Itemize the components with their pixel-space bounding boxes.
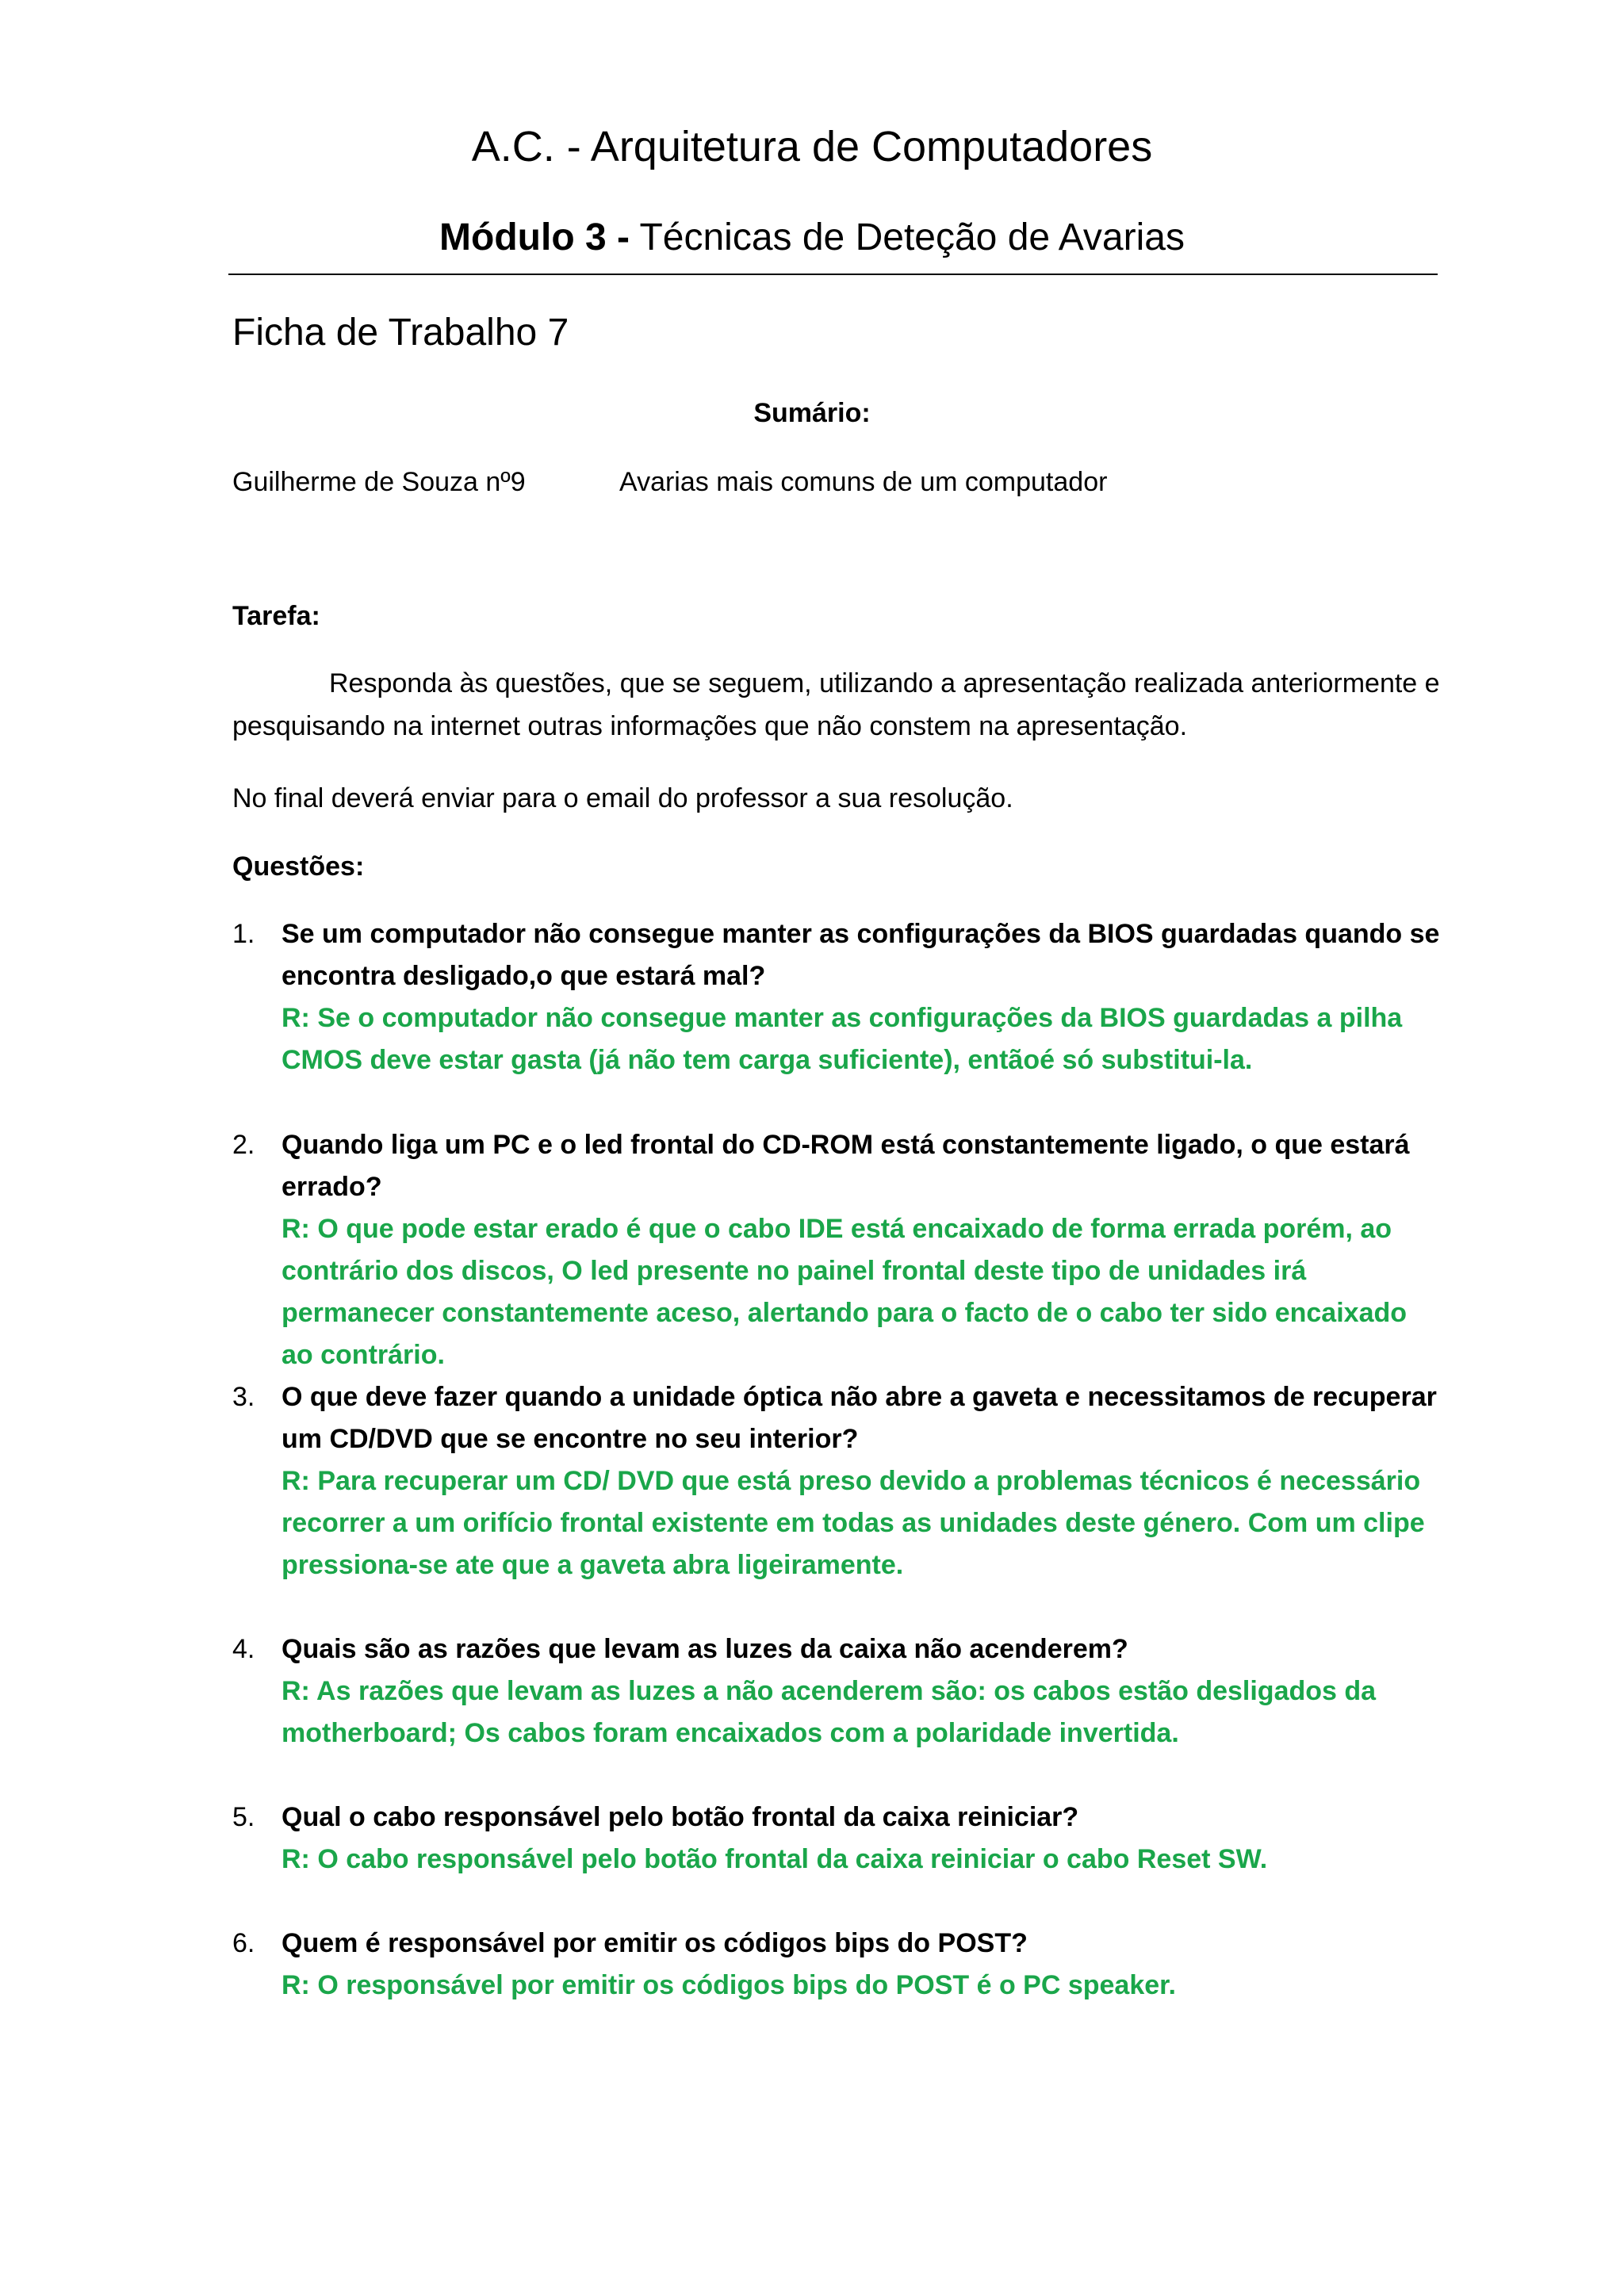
question-text: Quando liga um PC e o led frontal do CD-ROM está constantemente ligado, o que estará errado?	[282, 1130, 1410, 1202]
question-text: Quais são as razões que levam as luzes da caixa não acenderem?	[282, 1634, 1128, 1664]
question-body	[282, 1797, 1442, 1881]
question-text: Quem é responsável por emitir os códigos bips do POST?	[282, 1928, 1028, 1958]
header-divider	[228, 274, 1438, 275]
question-text: O que deve fazer quando a unidade óptica não abre a gaveta e necessitamos de recuperar um CD/DVD que se encontre no seu interior?	[282, 1382, 1437, 1454]
question-number: 2.	[232, 1130, 255, 1160]
question-item-2	[232, 1124, 1442, 1376]
question-item-5	[232, 1797, 1442, 1881]
question-number: 6.	[232, 1928, 255, 1958]
question-body	[282, 1124, 1442, 1376]
question-body	[282, 1628, 1442, 1755]
answer-text: R: Para recuperar um CD/ DVD que está preso devido a problemas técnicos é necessário recorrer a um orifício frontal existente em todas as unidades deste género. Com um clipe pressiona-se ate que a gaveta abra ligeiramente.	[282, 1466, 1425, 1580]
module-name: Técnicas de Deteção de Avarias	[639, 216, 1185, 258]
answer-text: R: Se o computador não consegue manter as configurações da BIOS guardadas a pilha CMOS deve estar gasta (já não tem carga suficiente), entãoé só substitui-la.	[282, 1003, 1403, 1075]
question-item-3	[232, 1376, 1442, 1586]
course-title: A.C. - Arquitetura de Computadores	[471, 123, 1153, 170]
task-instruction: Responda às questões, que se seguem, utilizando a apresentação realizada anteriormente e pesquisando na internet outras informações que não constem na apresentação.	[232, 668, 1440, 741]
question-item-1	[232, 913, 1442, 1081]
question-number: 5.	[232, 1802, 255, 1832]
question-body	[282, 1923, 1442, 2007]
question-body	[282, 1376, 1442, 1586]
questions-label: Questões:	[232, 851, 365, 882]
question-number: 3.	[232, 1382, 255, 1412]
question-body	[282, 913, 1442, 1081]
summary-text: Avarias mais comuns de um computador	[619, 467, 1108, 497]
worksheet-title: Ficha de Trabalho 7	[232, 312, 569, 354]
question-number: 4.	[232, 1634, 255, 1664]
question-item-4	[232, 1628, 1442, 1755]
answer-text: R: O cabo responsável pelo botão frontal da caixa reiniciar o cabo Reset SW.	[282, 1844, 1268, 1874]
task-label: Tarefa:	[232, 601, 320, 631]
student-name: Guilherme de Souza nº9	[232, 467, 526, 497]
module-title	[0, 212, 1624, 263]
task-final-note: No final deverá enviar para o email do professor a sua resolução.	[232, 783, 1013, 813]
question-text: Se um computador não consegue manter as configurações da BIOS guardadas quando se encontra desligado,o que estará mal?	[282, 919, 1440, 991]
question-text: Qual o cabo responsável pelo botão frontal da caixa reiniciar?	[282, 1802, 1079, 1832]
answer-text: R: As razões que levam as luzes a não acenderem são: os cabos estão desligados da motherboard; Os cabos foram encaixados com a polaridade invertida.	[282, 1676, 1377, 1748]
summary-label: Sumário:	[753, 398, 871, 428]
question-item-6	[232, 1923, 1442, 2007]
module-label: Módulo 3 -	[439, 216, 630, 258]
answer-text: R: O responsável por emitir os códigos bips do POST é o PC speaker.	[282, 1970, 1176, 2000]
question-number: 1.	[232, 919, 255, 949]
answer-text: R: O que pode estar erado é que o cabo IDE está encaixado de forma errada porém, ao contrário dos discos, O led presente no painel frontal deste tipo de unidades irá permanecer constantemente aceso, alertando para o facto de o cabo ter sido encaixado ao contrário.	[282, 1214, 1408, 1370]
